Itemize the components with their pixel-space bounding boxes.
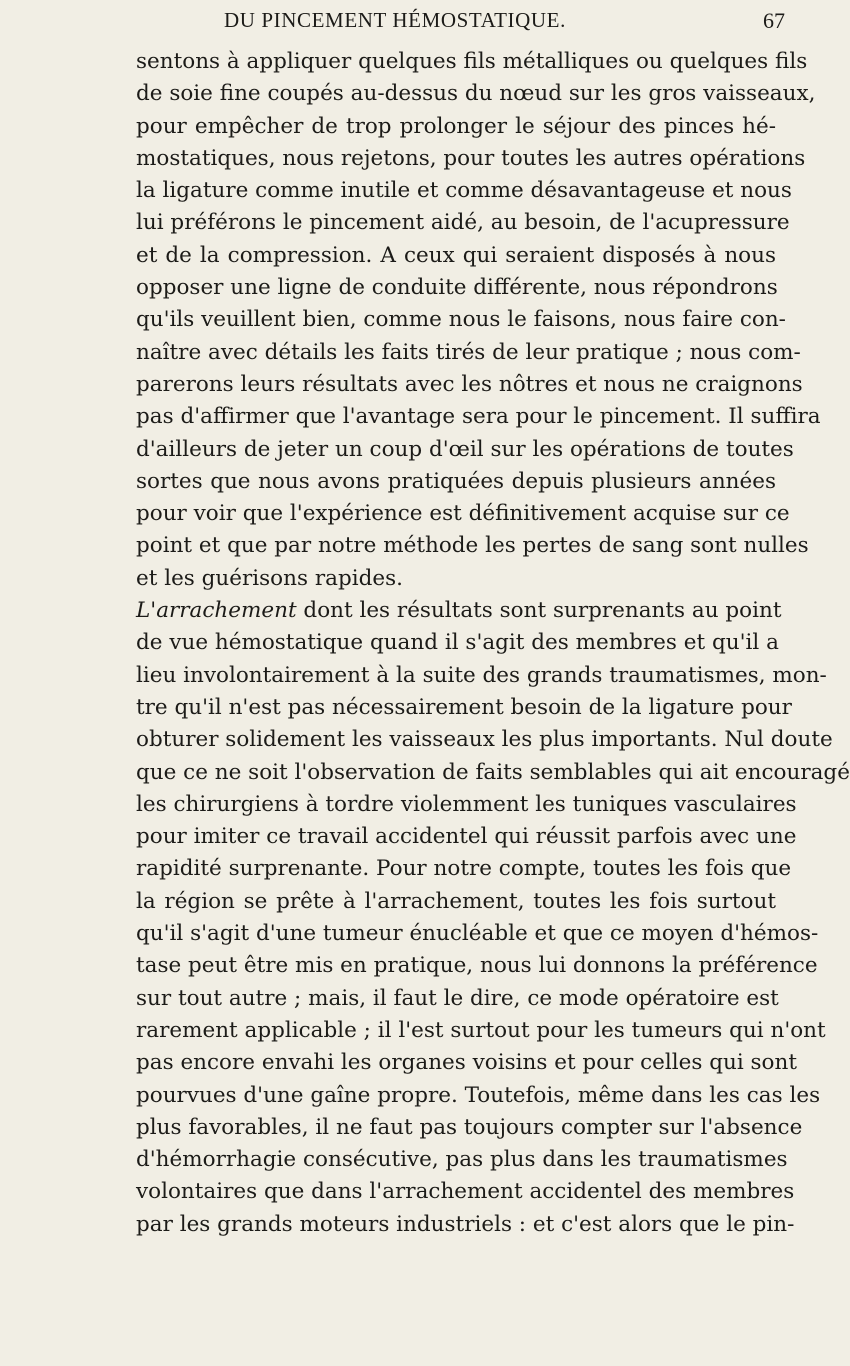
text-line: la ligature comme inutile et comme désavantageuse et nous bbox=[136, 178, 792, 204]
text-line: tase peut être mis en pratique, nous lui donnons la préférence bbox=[136, 953, 818, 979]
text-line: opposer une ligne de conduite différente, nous répondrons bbox=[136, 275, 778, 301]
text-line: pas d'affirmer que l'avantage sera pour le pincement. Il suffira bbox=[136, 404, 821, 430]
text-line: parerons leurs résultats avec les nôtres et nous ne craignons bbox=[136, 371, 803, 397]
text-line: les chirurgiens à tordre violemment les tuniques vasculaires bbox=[136, 791, 797, 817]
running-title: DU PINCEMENT HÉMOSTATIQUE. bbox=[224, 8, 566, 32]
text-line: sortes que nous avons pratiquées depuis plusieurs années bbox=[136, 468, 776, 494]
text-line: pas encore envahi les organes voisins et pour celles qui sont bbox=[136, 1050, 797, 1076]
text-line: point et que par notre méthode les pertes de sang sont nulles bbox=[136, 533, 809, 559]
text-line: naître avec détails les faits tirés de leur pratique ; nous com- bbox=[136, 339, 801, 365]
text-line: rapidité surprenante. Pour notre compte, toutes les fois que bbox=[136, 856, 792, 882]
lead-line-rest: dont les résultats sont surprenants au point bbox=[296, 598, 782, 624]
text-line: plus favorables, il ne faut pas toujours compter sur l'absence bbox=[136, 1114, 803, 1140]
text-line: lieu involontairement à la suite des grands traumatismes, mon- bbox=[136, 662, 827, 688]
text-line: de vue hémostatique quand il s'agit des membres et qu'il a bbox=[136, 630, 779, 656]
text-line: pour empêcher de trop prolonger le séjour des pinces hé- bbox=[136, 113, 776, 139]
text-line: obturer solidement les vaisseaux les plus importants. Nul doute bbox=[136, 727, 833, 753]
text-line: pour voir que l'expérience est définitivement acquise sur ce bbox=[136, 501, 790, 527]
text-line: mostatiques, nous rejetons, pour toutes les autres opérations bbox=[136, 145, 806, 171]
text-line: pour imiter ce travail accidentel qui réussit parfois avec une bbox=[136, 824, 797, 850]
emphasis-term: L'arrachement bbox=[136, 598, 297, 624]
text-line: la région se prête à l'arrachement, toutes les fois surtout bbox=[136, 888, 776, 914]
text-line: lui préférons le pincement aidé, au besoin, de l'acupressure bbox=[136, 210, 790, 236]
body-text bbox=[136, 46, 850, 1241]
text-line: qu'il s'agit d'une tumeur énucléable et que ce moyen d'hémos- bbox=[136, 921, 819, 947]
text-line: sentons à appliquer quelques fils métalliques ou quelques fils bbox=[136, 49, 808, 74]
page-header bbox=[0, 6, 800, 38]
text-line: pourvues d'une gaîne propre. Toutefois, même dans les cas les bbox=[136, 1082, 821, 1108]
text-line: d'hémorrhagie consécutive, pas plus dans les traumatismes bbox=[136, 1147, 788, 1173]
paragraph-lead-line bbox=[136, 595, 782, 627]
page-number: 67 bbox=[763, 8, 785, 33]
text-line: de soie fine coupés au-dessus du nœud sur les gros vaisseaux, bbox=[136, 81, 816, 107]
text-line: volontaires que dans l'arrachement accidentel des membres bbox=[136, 1179, 795, 1205]
text-line: que ce ne soit l'observation de faits semblables qui ait encouragé bbox=[136, 759, 850, 785]
text-line: rarement applicable ; il l'est surtout pour les tumeurs qui n'ont bbox=[136, 1017, 826, 1043]
text-line: qu'ils veuillent bien, comme nous le faisons, nous faire con- bbox=[136, 307, 786, 333]
text-line: sur tout autre ; mais, il faut le dire, ce mode opératoire est bbox=[136, 985, 779, 1011]
text-line: et les guérisons rapides. bbox=[136, 565, 403, 591]
text-line: d'ailleurs de jeter un coup d'œil sur les opérations de toutes bbox=[136, 436, 794, 462]
text-line: et de la compression. A ceux qui seraient disposés à nous bbox=[136, 242, 776, 268]
text-line: par les grands moteurs industriels : et c'est alors que le pin- bbox=[136, 1211, 795, 1237]
text-line: tre qu'il n'est pas nécessairement besoin de la ligature pour bbox=[136, 694, 792, 720]
